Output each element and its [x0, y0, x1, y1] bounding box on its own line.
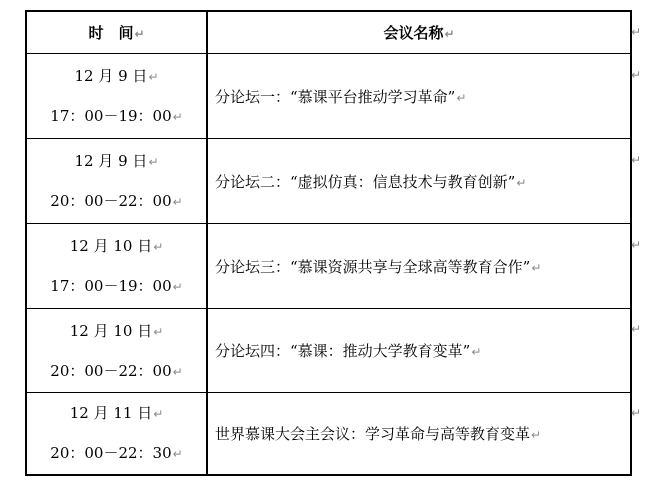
header-row	[26, 11, 631, 54]
paragraph-mark-icon: ↵	[531, 427, 542, 442]
row-name: 分论坛一：“慕课平台推动学习革命”	[215, 87, 456, 106]
paragraph-mark-icon: ↵	[172, 280, 183, 294]
name-cell	[207, 54, 631, 139]
table-row	[26, 54, 631, 139]
table-row	[26, 224, 631, 309]
row-end-mark-icon: ↵	[631, 25, 642, 39]
row-time: 20：00－22：00	[50, 361, 172, 380]
time-cell	[26, 393, 207, 475]
row-name: 分论坛四：“慕课：推动大学教育变革”	[215, 342, 471, 360]
name-cell	[207, 224, 631, 309]
row-date: 12 月 10 日	[69, 321, 153, 340]
table-row	[26, 139, 631, 224]
row-end-mark-icon: ↵	[631, 238, 642, 252]
row-date: 12 月 11 日	[69, 404, 153, 423]
time-cell	[26, 224, 207, 309]
paragraph-mark-icon: ↵	[134, 27, 145, 41]
row-date: 12 月 9 日	[74, 67, 148, 85]
header-name	[207, 11, 631, 54]
name-cell	[207, 309, 631, 393]
paragraph-mark-icon: ↵	[153, 240, 164, 254]
paragraph-mark-icon: ↵	[531, 260, 542, 275]
table-row	[26, 309, 631, 393]
name-cell	[207, 139, 631, 224]
time-cell	[26, 54, 207, 139]
row-name: 分论坛二：“虚拟仿真：信息技术与教育创新”	[215, 172, 516, 191]
schedule-table	[25, 10, 632, 476]
time-cell	[26, 309, 207, 393]
paragraph-mark-icon: ↵	[172, 195, 183, 209]
paragraph-mark-icon: ↵	[456, 90, 467, 105]
header-name-label: 会议名称	[383, 24, 444, 42]
header-time	[26, 11, 207, 54]
paragraph-mark-icon: ↵	[148, 155, 159, 169]
row-end-mark-icon: ↵	[631, 406, 642, 420]
paragraph-mark-icon: ↵	[444, 27, 455, 41]
row-name: 分论坛三：“慕课资源共享与全球高等教育合作”	[215, 257, 531, 276]
paragraph-mark-icon: ↵	[172, 364, 183, 379]
row-time: 20：00－22：30	[50, 444, 172, 463]
paragraph-mark-icon: ↵	[153, 407, 164, 422]
header-time-label: 时 间	[88, 24, 134, 42]
paragraph-mark-icon: ↵	[172, 447, 183, 462]
paragraph-mark-icon: ↵	[516, 175, 527, 190]
row-date: 12 月 10 日	[69, 237, 153, 255]
name-cell	[207, 393, 631, 475]
row-name: 世界慕课大会主会议：学习革命与高等教育变革	[215, 424, 531, 443]
paragraph-mark-icon: ↵	[153, 324, 164, 339]
time-cell	[26, 139, 207, 224]
row-date: 12 月 9 日	[74, 152, 148, 170]
row-time: 20：00－22：00	[50, 192, 172, 210]
paragraph-mark-icon: ↵	[471, 345, 482, 359]
table-row	[26, 393, 631, 475]
row-end-mark-icon: ↵	[631, 68, 642, 82]
paragraph-mark-icon: ↵	[172, 110, 183, 124]
paragraph-mark-icon: ↵	[148, 70, 159, 84]
row-end-mark-icon: ↵	[631, 322, 642, 336]
row-end-mark-icon: ↵	[631, 153, 642, 167]
row-time: 17：00－19：00	[50, 277, 172, 295]
row-time: 17：00－19：00	[50, 107, 172, 125]
